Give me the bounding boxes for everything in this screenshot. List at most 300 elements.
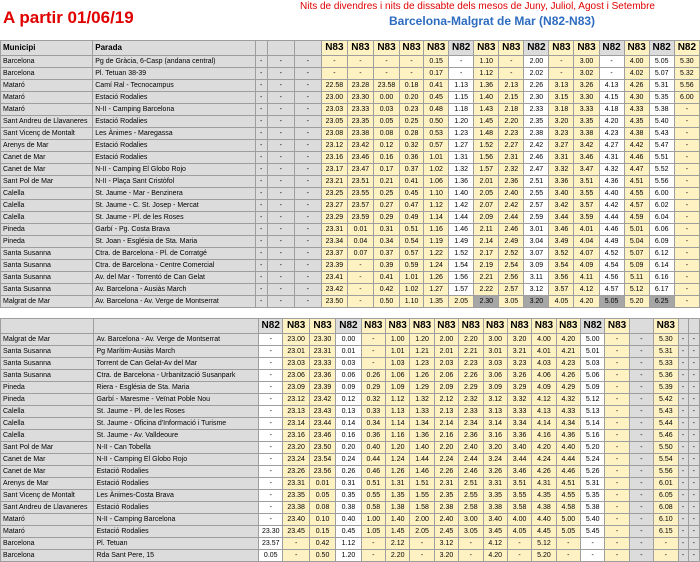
time-cell: 3.32 — [507, 394, 531, 406]
time-cell: 1.02 — [424, 164, 449, 176]
time-cell: 4.14 — [532, 418, 556, 430]
table-row — [1, 128, 700, 140]
line-header — [255, 41, 267, 56]
time-cell: 0.36 — [361, 430, 385, 442]
time-cell: 2.52 — [499, 248, 524, 260]
time-cell: 0.20 — [336, 442, 361, 454]
time-cell: 1.48 — [474, 128, 499, 140]
time-cell: 2.24 — [434, 454, 458, 466]
time-cell: 5.30 — [674, 56, 699, 68]
time-cell: 23.20 — [283, 442, 309, 454]
time-cell: - — [255, 104, 267, 116]
time-cell: 23.12 — [321, 140, 347, 152]
time-cell: 23.46 — [309, 430, 335, 442]
table-row — [1, 92, 700, 104]
time-cell: 0.12 — [373, 140, 399, 152]
municipi-cell: Santa Susanna — [1, 260, 93, 272]
time-cell: 2.55 — [524, 188, 549, 200]
time-cell: 5.13 — [581, 406, 605, 418]
time-cell: - — [294, 92, 321, 104]
time-cell: 2.42 — [524, 140, 549, 152]
time-cell: 3.20 — [483, 442, 507, 454]
time-cell: - — [294, 296, 321, 308]
time-cell: 5.12 — [624, 284, 649, 296]
time-cell: 5.44 — [654, 418, 678, 430]
time-cell: 1.26 — [424, 272, 449, 284]
time-cell: - — [674, 152, 699, 164]
time-cell: 1.26 — [410, 370, 434, 382]
parada-cell: Estació Rodalies — [93, 116, 255, 128]
time-cell: 2.36 — [459, 430, 483, 442]
time-cell: 1.13 — [386, 406, 410, 418]
municipi-cell: Calella — [1, 430, 94, 442]
municipi-cell: Canet de Mar — [1, 466, 94, 478]
line-header: N83 — [459, 319, 483, 334]
time-cell: 0.08 — [373, 128, 399, 140]
time-cell: - — [678, 382, 688, 394]
time-cell: 1.35 — [386, 490, 410, 502]
time-cell: 5.14 — [581, 418, 605, 430]
time-cell: - — [605, 394, 629, 406]
time-cell: 5.56 — [674, 80, 699, 92]
time-cell: 0.45 — [400, 188, 424, 200]
time-cell: - — [556, 538, 580, 550]
time-cell: 2.47 — [524, 164, 549, 176]
time-cell: 0.47 — [400, 200, 424, 212]
time-cell: 4.45 — [532, 526, 556, 538]
time-cell: 2.20 — [386, 550, 410, 562]
time-cell: 2.44 — [459, 454, 483, 466]
time-cell: - — [688, 430, 699, 442]
time-cell: 5.31 — [649, 80, 674, 92]
time-cell: - — [688, 370, 699, 382]
table-row — [1, 538, 700, 550]
time-cell: 3.57 — [549, 284, 574, 296]
time-cell: - — [688, 358, 699, 370]
time-cell: 1.55 — [410, 490, 434, 502]
time-cell: 23.08 — [321, 128, 347, 140]
time-cell: 5.36 — [654, 370, 678, 382]
time-cell: - — [267, 296, 294, 308]
municipi-cell: Mataró — [1, 514, 94, 526]
line-header: N83 — [410, 319, 434, 334]
time-cell: - — [459, 550, 483, 562]
time-cell: 3.01 — [524, 224, 549, 236]
time-cell: 2.49 — [499, 236, 524, 248]
time-cell: - — [373, 68, 399, 80]
time-cell: 0.57 — [400, 248, 424, 260]
time-cell: 1.57 — [449, 284, 474, 296]
time-cell: 0.57 — [424, 140, 449, 152]
time-cell: - — [267, 200, 294, 212]
time-cell: - — [267, 164, 294, 176]
line-header: N83 — [507, 319, 531, 334]
time-cell: - — [605, 538, 629, 550]
time-cell: 4.40 — [532, 514, 556, 526]
time-cell: - — [499, 56, 524, 68]
time-cell: 1.13 — [449, 80, 474, 92]
time-cell: 1.01 — [400, 272, 424, 284]
time-cell: - — [674, 104, 699, 116]
time-cell: 0.09 — [336, 382, 361, 394]
time-cell: 2.55 — [459, 490, 483, 502]
time-cell: 0.41 — [373, 272, 399, 284]
time-cell: 1.29 — [410, 382, 434, 394]
municipi-cell: Mataró — [1, 80, 93, 92]
time-cell: 1.51 — [410, 478, 434, 490]
time-cell: 0.17 — [424, 68, 449, 80]
time-cell: - — [605, 442, 629, 454]
parada-cell: N-II - Camping Barcelona — [94, 514, 259, 526]
header-blank — [1, 319, 94, 334]
time-cell: 3.00 — [574, 56, 599, 68]
time-cell: 5.05 — [649, 56, 674, 68]
parada-cell: St. Jaume - C. St. Josep - Mercat — [93, 200, 255, 212]
timetable-malgrat-barcelona — [0, 318, 700, 562]
line-header: N83 — [624, 41, 649, 56]
municipi-cell: Pineda — [1, 382, 94, 394]
time-cell: 0.15 — [309, 526, 335, 538]
table-row — [1, 116, 700, 128]
table-row — [1, 212, 700, 224]
time-cell: 3.38 — [574, 128, 599, 140]
time-cell: 0.01 — [336, 346, 361, 358]
time-cell: - — [605, 478, 629, 490]
time-cell: - — [267, 80, 294, 92]
time-cell: - — [688, 526, 699, 538]
time-cell: 2.01 — [474, 176, 499, 188]
time-cell: 5.05 — [556, 526, 580, 538]
time-cell: 0.05 — [309, 490, 335, 502]
time-cell: - — [629, 382, 653, 394]
time-cell: 3.26 — [483, 466, 507, 478]
time-cell: 0.31 — [336, 478, 361, 490]
time-cell: 0.06 — [336, 370, 361, 382]
time-cell: - — [361, 334, 385, 346]
line-header: N83 — [361, 319, 385, 334]
time-cell: 3.32 — [549, 164, 574, 176]
time-cell: 23.54 — [309, 454, 335, 466]
line-header: N83 — [549, 41, 574, 56]
time-cell: 2.30 — [524, 92, 549, 104]
time-cell: - — [294, 260, 321, 272]
time-cell: 5.06 — [581, 370, 605, 382]
time-cell: 2.40 — [499, 188, 524, 200]
table-row — [1, 200, 700, 212]
parada-cell: Ctra. de Barcelona - Centre Comercial — [93, 260, 255, 272]
time-cell: 5.03 — [581, 358, 605, 370]
time-cell: 1.40 — [410, 442, 434, 454]
time-cell: - — [361, 358, 385, 370]
time-cell: - — [629, 466, 653, 478]
time-cell: 5.54 — [654, 454, 678, 466]
table-row — [1, 164, 700, 176]
time-cell: 2.06 — [434, 370, 458, 382]
time-cell: 2.20 — [459, 334, 483, 346]
time-cell: 2.27 — [499, 140, 524, 152]
time-cell: - — [674, 164, 699, 176]
time-cell: - — [678, 502, 688, 514]
time-cell: 0.45 — [336, 526, 361, 538]
time-cell: 3.55 — [574, 188, 599, 200]
time-cell: 1.57 — [474, 164, 499, 176]
time-cell: 1.10 — [474, 56, 499, 68]
time-cell: - — [267, 128, 294, 140]
time-cell: 0.35 — [336, 490, 361, 502]
municipi-cell: Santa Susanna — [1, 358, 94, 370]
time-cell: 0.38 — [336, 502, 361, 514]
municipi-cell: Mataró — [1, 92, 93, 104]
time-cell: - — [267, 212, 294, 224]
time-cell: 1.49 — [449, 236, 474, 248]
time-cell: - — [347, 260, 373, 272]
parada-cell: Estació Rodalies — [94, 478, 259, 490]
line-header: N83 — [309, 319, 335, 334]
time-cell: 2.14 — [474, 236, 499, 248]
time-cell: 23.33 — [309, 358, 335, 370]
time-cell: 0.46 — [361, 466, 385, 478]
time-cell: 3.29 — [507, 382, 531, 394]
time-cell: 3.35 — [574, 116, 599, 128]
time-cell: 23.47 — [347, 164, 373, 176]
time-cell: 2.23 — [499, 128, 524, 140]
time-cell: - — [629, 394, 653, 406]
time-cell: 1.06 — [424, 176, 449, 188]
time-cell: 3.13 — [549, 80, 574, 92]
time-cell: 3.13 — [483, 406, 507, 418]
time-cell: 5.09 — [624, 260, 649, 272]
municipi-cell: Calella — [1, 212, 93, 224]
time-cell: 0.50 — [373, 296, 399, 308]
time-cell: 1.16 — [386, 430, 410, 442]
time-cell: 1.31 — [386, 478, 410, 490]
time-cell: 3.31 — [549, 152, 574, 164]
time-cell: - — [259, 382, 283, 394]
time-cell: 5.50 — [654, 442, 678, 454]
time-cell: 2.07 — [474, 200, 499, 212]
time-cell: 2.05 — [410, 526, 434, 538]
time-cell: 23.35 — [283, 490, 309, 502]
time-cell: - — [678, 370, 688, 382]
time-cell: 0.04 — [347, 236, 373, 248]
parada-cell: Garbí - Maresme - Veïnat Poble Nou — [94, 394, 259, 406]
time-cell: 2.31 — [499, 152, 524, 164]
time-cell: 4.54 — [599, 260, 624, 272]
time-cell: 0.48 — [424, 104, 449, 116]
time-cell: 23.37 — [321, 248, 347, 260]
municipi-cell: Sant Andreu de Llavaneres — [1, 116, 93, 128]
time-cell: 1.40 — [474, 92, 499, 104]
time-cell: - — [605, 430, 629, 442]
time-cell: 3.52 — [549, 248, 574, 260]
time-cell: 23.17 — [321, 164, 347, 176]
parada-cell: Garbí - Pg. Costa Brava — [93, 224, 255, 236]
time-cell: 2.38 — [524, 128, 549, 140]
time-cell: 0.05 — [259, 550, 283, 562]
time-cell: 0.32 — [361, 394, 385, 406]
table-row — [1, 80, 700, 92]
parada-cell: Les Ànimes - Maregassa — [93, 128, 255, 140]
time-cell: 23.38 — [283, 502, 309, 514]
time-cell: 0.01 — [347, 224, 373, 236]
table-row — [1, 224, 700, 236]
time-cell: 4.09 — [532, 382, 556, 394]
time-cell: 5.00 — [581, 334, 605, 346]
time-cell: - — [347, 296, 373, 308]
time-cell: 1.40 — [386, 514, 410, 526]
time-cell: 4.44 — [556, 454, 580, 466]
time-cell: - — [688, 418, 699, 430]
time-cell: 3.35 — [483, 490, 507, 502]
time-cell: 1.43 — [474, 104, 499, 116]
time-cell: - — [294, 188, 321, 200]
table-row — [1, 236, 700, 248]
time-cell: - — [255, 200, 267, 212]
time-cell: 23.28 — [347, 80, 373, 92]
parada-cell: Rda Sant Pere, 15 — [94, 550, 259, 562]
municipi-cell: Pineda — [1, 236, 93, 248]
parada-cell: Estació Rodalies — [94, 466, 259, 478]
municipi-cell: Santa Susanna — [1, 272, 93, 284]
time-cell: 0.40 — [336, 514, 361, 526]
time-cell: 23.03 — [321, 104, 347, 116]
header-municipi: Municipi — [1, 41, 93, 56]
time-cell: 4.00 — [532, 334, 556, 346]
time-cell: 3.40 — [483, 514, 507, 526]
time-cell: - — [688, 382, 699, 394]
line-header: N82 — [336, 319, 361, 334]
time-cell: 2.05 — [474, 188, 499, 200]
time-cell: 23.39 — [309, 382, 335, 394]
time-cell: 2.26 — [459, 370, 483, 382]
time-cell: - — [347, 68, 373, 80]
table-row — [1, 188, 700, 200]
time-cell: - — [688, 406, 699, 418]
time-cell: - — [674, 296, 699, 308]
time-cell: 2.42 — [499, 200, 524, 212]
line-header — [629, 319, 653, 334]
time-cell: 3.30 — [574, 92, 599, 104]
municipi-cell: Santa Susanna — [1, 284, 93, 296]
time-cell: 0.34 — [373, 236, 399, 248]
time-cell: 5.35 — [649, 92, 674, 104]
line-header — [294, 41, 321, 56]
line-header: N83 — [474, 41, 499, 56]
time-cell: 2.51 — [524, 176, 549, 188]
time-cell: 1.20 — [386, 442, 410, 454]
time-cell: 3.09 — [524, 260, 549, 272]
time-cell: 5.01 — [581, 346, 605, 358]
time-cell: - — [629, 490, 653, 502]
time-cell: 2.33 — [524, 104, 549, 116]
time-cell: 3.31 — [483, 478, 507, 490]
time-cell: 1.12 — [386, 394, 410, 406]
time-cell: 5.40 — [581, 514, 605, 526]
time-cell: - — [267, 92, 294, 104]
time-cell: 2.46 — [499, 224, 524, 236]
time-cell: 2.05 — [449, 296, 474, 308]
time-cell: - — [255, 56, 267, 68]
time-cell: 4.03 — [532, 358, 556, 370]
time-cell: 23.55 — [347, 188, 373, 200]
time-cell: - — [674, 188, 699, 200]
time-cell: - — [294, 104, 321, 116]
time-cell: 1.32 — [410, 394, 434, 406]
time-cell: 23.36 — [309, 370, 335, 382]
line-header: N82 — [449, 41, 474, 56]
time-cell: 1.31 — [449, 152, 474, 164]
time-cell: - — [294, 56, 321, 68]
time-cell: 0.37 — [373, 248, 399, 260]
header-parada: Parada — [93, 41, 255, 56]
time-cell: 1.21 — [410, 346, 434, 358]
time-cell: 5.31 — [581, 478, 605, 490]
time-cell: - — [674, 176, 699, 188]
time-cell: - — [267, 260, 294, 272]
time-cell: 3.23 — [507, 358, 531, 370]
time-cell: 5.35 — [581, 490, 605, 502]
parada-cell: St. Jaume - Oficina d'Informació i Turisme — [94, 418, 259, 430]
table-row — [1, 370, 700, 382]
time-cell: 4.05 — [549, 296, 574, 308]
time-cell: 6.15 — [654, 526, 678, 538]
time-cell: 1.32 — [449, 164, 474, 176]
municipi-cell: Santa Susanna — [1, 346, 94, 358]
time-cell: - — [361, 346, 385, 358]
route-name: Barcelona-Malgrat de Mar (N82-N83) — [389, 14, 596, 28]
time-cell: 5.04 — [624, 236, 649, 248]
table-row — [1, 346, 700, 358]
time-cell: 3.05 — [459, 526, 483, 538]
time-cell: - — [255, 296, 267, 308]
time-cell: 0.41 — [400, 176, 424, 188]
time-cell: 4.46 — [556, 466, 580, 478]
time-cell: 4.32 — [599, 164, 624, 176]
time-cell: - — [259, 418, 283, 430]
parada-cell: Av. Barcelona - Ausiàs March — [93, 284, 255, 296]
table-row — [1, 140, 700, 152]
time-cell: 1.35 — [424, 296, 449, 308]
time-cell: 1.16 — [424, 224, 449, 236]
time-cell: 4.13 — [532, 406, 556, 418]
time-cell: 4.06 — [532, 370, 556, 382]
time-cell: 23.44 — [309, 418, 335, 430]
time-cell: - — [259, 466, 283, 478]
time-cell: 23.41 — [321, 272, 347, 284]
time-cell: - — [294, 248, 321, 260]
time-cell: 3.02 — [574, 68, 599, 80]
line-header: N83 — [483, 319, 507, 334]
time-cell: 5.56 — [654, 466, 678, 478]
line-header: N83 — [347, 41, 373, 56]
time-cell: 3.55 — [507, 490, 531, 502]
line-header: N82 — [674, 41, 699, 56]
time-cell: 2.00 — [434, 334, 458, 346]
time-cell: - — [347, 272, 373, 284]
time-cell: 0.37 — [400, 164, 424, 176]
time-cell: 4.29 — [556, 382, 580, 394]
time-cell: 3.57 — [574, 200, 599, 212]
time-cell: 2.33 — [459, 406, 483, 418]
time-cell: - — [678, 550, 688, 562]
line-header: N83 — [499, 41, 524, 56]
time-cell: - — [255, 140, 267, 152]
time-cell: 2.57 — [499, 284, 524, 296]
table-row — [1, 466, 700, 478]
time-cell: - — [255, 284, 267, 296]
time-cell: 23.30 — [309, 334, 335, 346]
time-cell: 3.33 — [507, 406, 531, 418]
